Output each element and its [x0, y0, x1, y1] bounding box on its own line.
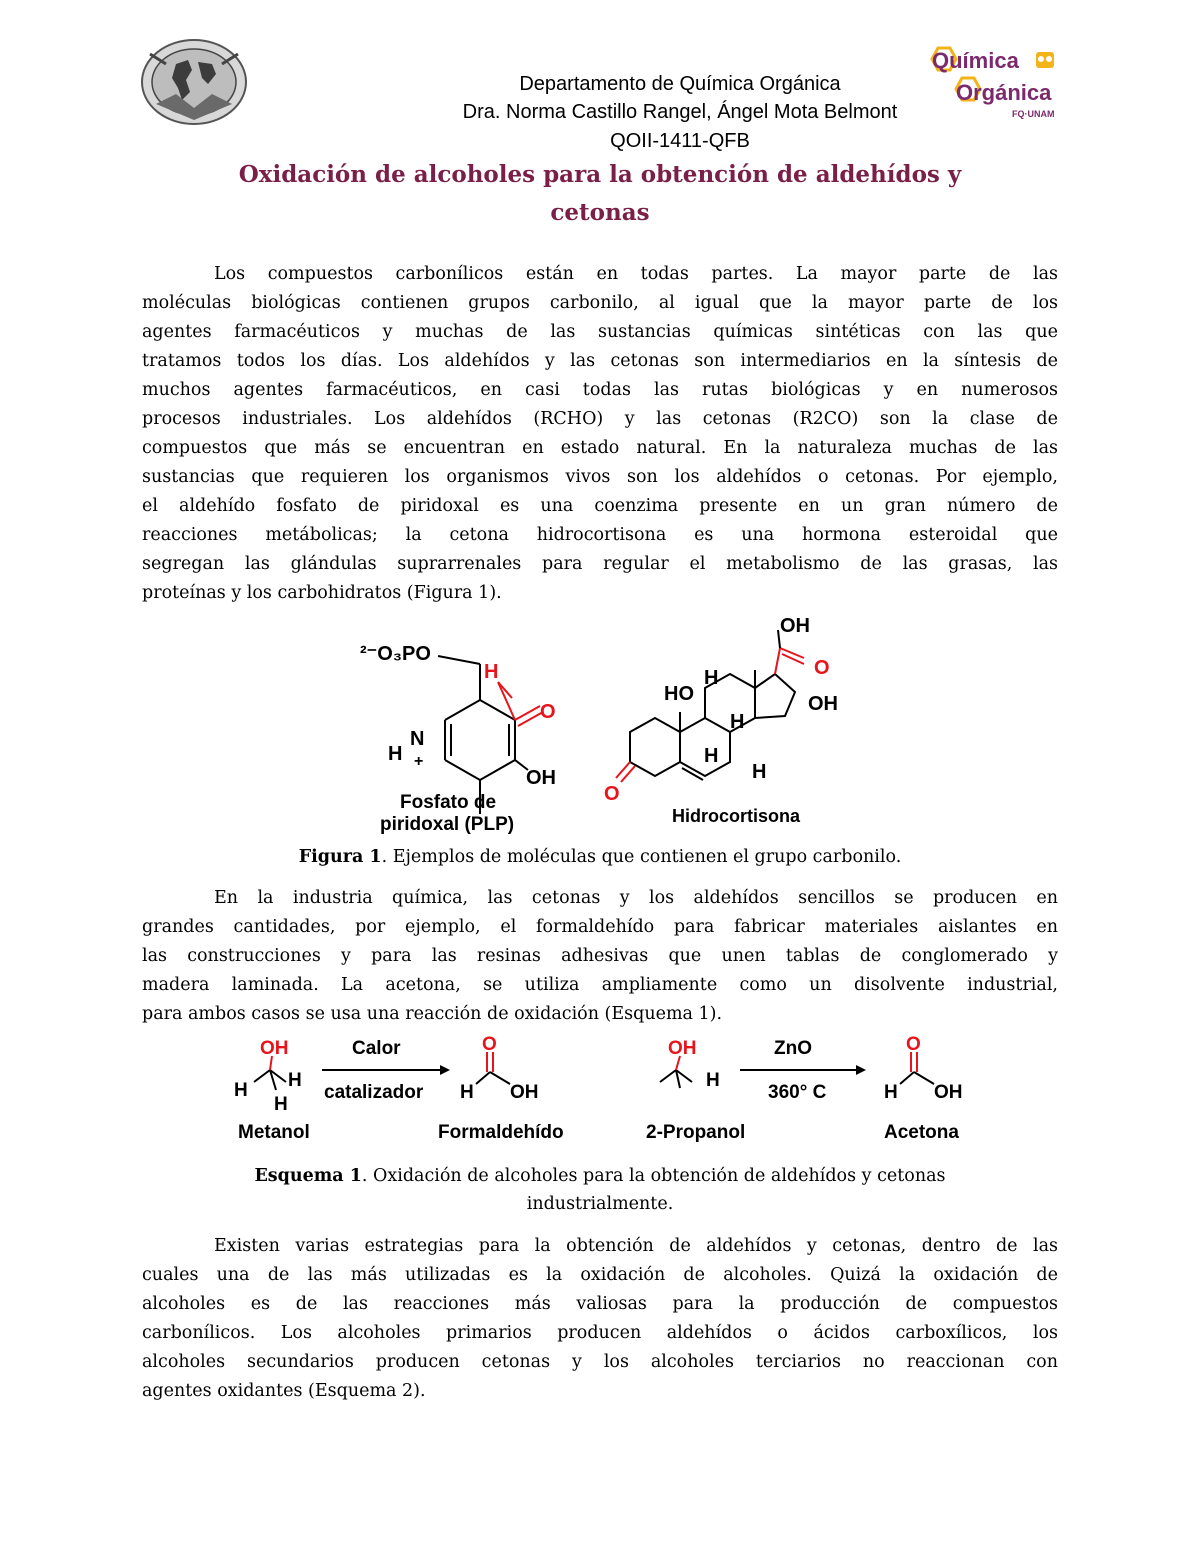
arrow-1-above: Calor: [352, 1038, 401, 1059]
propanol-label: 2-Propanol: [646, 1122, 746, 1143]
hydro-oh-17: OH: [808, 693, 838, 715]
paragraph-line: reacciones metábolicas; la cetona hidrocortisona es una hormona esteroidal que: [142, 525, 1058, 545]
plp-hydroxyl: OH: [526, 767, 556, 789]
propanol-h: H: [706, 1070, 720, 1091]
scheme-1-reactions: [220, 1032, 1000, 1150]
logo-owl-icon: [1036, 52, 1054, 68]
header-department: Departamento de Química Orgánica: [519, 73, 841, 95]
plp-plus-charge: +: [414, 753, 424, 770]
paragraph-line: agentes farmacéuticos y muchas de las sustancias químicas sintéticas con las que: [142, 322, 1058, 342]
formaldehido-oh: OH: [510, 1082, 539, 1103]
hydro-label: Hidrocortisona: [672, 806, 801, 826]
paragraph-line: muchos agentes farmacéuticos, en casi todas las rutas biológicas y en numerosos: [142, 380, 1058, 400]
propanol-oh: OH: [668, 1038, 697, 1059]
paragraph-line: tratamos todos los días. Los aldehídos y las cetonas son intermediarios en la síntesis de: [142, 351, 1058, 371]
paragraph-line: para ambos casos se usa una reacción de oxidación (Esquema 1).: [142, 1004, 723, 1024]
logo-word-quimica: Química: [932, 48, 1019, 73]
plp-label-line-1: Fosfato de: [400, 792, 497, 813]
hydro-ketone-o: O: [814, 657, 830, 679]
arrow-1-below: catalizador: [324, 1082, 424, 1103]
plp-label-line-2: piridoxal (PLP): [380, 814, 515, 835]
paragraph-line: el aldehído fosfato de piridoxal es una coenzima presente en un gran número de: [142, 496, 1058, 516]
logo-word-organica: Orgánica: [956, 80, 1052, 105]
paragraph-2: [142, 884, 1058, 1029]
paragraph-line: madera laminada. La acetona, se utiliza ampliamente como un disolvente industrial,: [142, 975, 1058, 995]
scheme-1-caption-line-1: [140, 1162, 1060, 1190]
plp-nitrogen: N: [410, 728, 425, 750]
acetona-oh: OH: [934, 1082, 963, 1103]
figure-1-plp-structure: [350, 620, 580, 840]
figure-1-hydrocortisone-structure: [600, 612, 860, 832]
plp-aldehyde-h: H: [484, 661, 499, 683]
hydro-ho-11: HO: [664, 683, 694, 705]
scheme-1-caption-text: . Oxidación de alcoholes para la obtención de aldehídos y cetonas: [361, 1166, 946, 1186]
quimica-organica-logo: [920, 44, 1070, 124]
arrow-2-below: 360° C: [768, 1082, 827, 1103]
metanol-oh: OH: [260, 1038, 289, 1059]
paragraph-3: [142, 1232, 1058, 1406]
scheme-1-caption-bold: Esquema 1: [254, 1166, 362, 1186]
paragraph-1: [142, 260, 1058, 608]
formaldehido-label: Formaldehído: [438, 1122, 564, 1143]
paragraph-line: alcoholes es de las reacciones más valiosas para la producción de compuestos: [142, 1294, 1058, 1314]
paragraph-line: agentes oxidantes (Esquema 2).: [142, 1381, 426, 1401]
paragraph-line: Los compuestos carbonílicos están en todas partes. La mayor parte de las: [214, 264, 1058, 284]
page-title-line-1: Oxidación de alcoholes para la obtención de aldehídos y: [238, 161, 962, 188]
paragraph-line: compuestos que más se encuentran en estado natural. En la naturaleza muchas de las: [142, 438, 1058, 458]
acetona-h: H: [884, 1082, 898, 1103]
hydro-h-14: H: [752, 761, 767, 783]
paragraph-line: procesos industriales. Los aldehídos (RCHO) y las cetonas (R2CO) son la clase de: [142, 409, 1058, 429]
header-authors: Dra. Norma Castillo Rangel, Ángel Mota Belmont: [462, 101, 898, 123]
paragraph-line: cuales una de las más utilizadas es la oxidación de alcoholes. Quizá la oxidación de: [142, 1265, 1058, 1285]
paragraph-line: sustancias que requieren los organismos vivos son los aldehídos o cetonas. Por ejemplo,: [142, 467, 1058, 487]
page-title-line-2: cetonas: [550, 199, 650, 226]
paragraph-line: segregan las glándulas suprarrenales para regular el metabolismo de las grasas, las: [142, 554, 1058, 574]
hydro-h-8: H: [730, 711, 745, 733]
paragraph-line: las construcciones y para las resinas adhesivas que unen tablas de conglomerado y: [142, 946, 1058, 966]
unam-seal-logo: [136, 34, 252, 130]
arrow-head-2: [856, 1065, 866, 1075]
logo-tag: FQ·UNAM: [1012, 109, 1055, 119]
paragraph-line: alcoholes secundarios producen cetonas y los alcoholes terciarios no reaccionan con: [142, 1352, 1058, 1372]
hydro-oh-top: OH: [780, 615, 810, 637]
paragraph-line: carbonílicos. Los alcoholes primarios producen aldehídos o ácidos carboxílicos, los: [142, 1323, 1058, 1343]
formaldehido-h: H: [460, 1082, 474, 1103]
paragraph-line: Existen varias estrategias para la obtención de aldehídos y cetonas, dentro de las: [214, 1236, 1058, 1256]
acetona-label: Acetona: [884, 1122, 959, 1143]
figure-1-caption-bold: Figura 1: [298, 847, 382, 867]
arrow-2-above: ZnO: [774, 1038, 812, 1059]
metanol-h-bottom: H: [274, 1094, 288, 1115]
paragraph-line: moléculas biológicas contienen grupos carbonilo, al igual que la mayor parte de los: [142, 293, 1058, 313]
formaldehido-o: O: [482, 1034, 497, 1055]
hydro-h-11: H: [704, 667, 719, 689]
paragraph-line: En la industria química, las cetonas y los aldehídos sencillos se producen en: [214, 888, 1058, 908]
header-course-code: QOII-1411-QFB: [610, 130, 750, 152]
metanol-label: Metanol: [238, 1122, 310, 1143]
paragraph-line: proteínas y los carbohidratos (Figura 1).: [142, 583, 502, 603]
hydro-h-9: H: [704, 745, 719, 767]
figure-1-caption-text: . Ejemplos de moléculas que contienen el grupo carbonilo.: [381, 847, 902, 867]
paragraph-line: grandes cantidades, por ejemplo, el formaldehído para fabricar materiales aislantes en: [142, 917, 1058, 937]
metanol-h-left: H: [234, 1080, 248, 1101]
plp-phosphate-group: ²⁻O₃PO: [360, 643, 431, 665]
hydro-o-3: O: [604, 783, 620, 805]
figure-1-caption: [140, 843, 1060, 871]
plp-nh-hydrogen: H: [388, 743, 403, 765]
metanol-h-right: H: [288, 1070, 302, 1091]
plp-aldehyde-o: O: [540, 701, 556, 723]
arrow-head-1: [440, 1065, 450, 1075]
acetona-o: O: [906, 1034, 921, 1055]
scheme-1-caption-line-2: industrialmente.: [526, 1194, 674, 1214]
